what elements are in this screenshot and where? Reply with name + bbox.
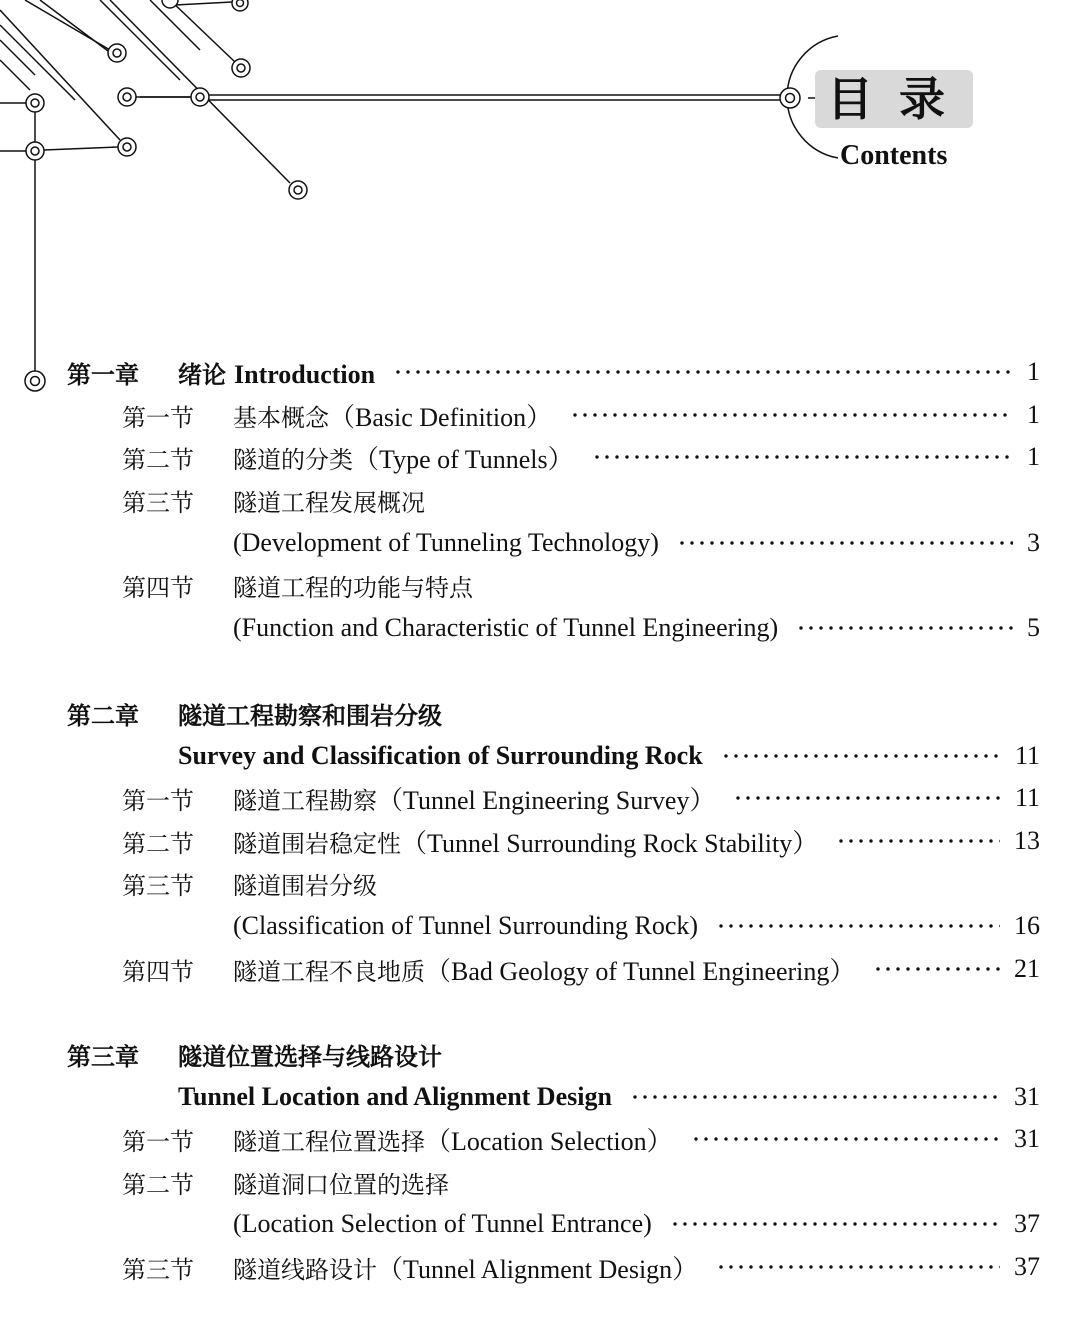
title-cn: 隧道围岩稳定性 — [233, 829, 401, 858]
leader-dots — [721, 739, 1001, 773]
toc-entry-title — [233, 528, 659, 558]
title-cn: 隧道的分类 — [233, 445, 353, 474]
toc-entry[interactable] — [0, 355, 1084, 389]
title-cn: 隧道工程勘察和围岩分级 — [178, 700, 442, 730]
toc-entry[interactable] — [0, 398, 1084, 432]
toc-entry[interactable] — [0, 1165, 1084, 1199]
title-cn: 隧道工程发展概况 — [233, 488, 425, 517]
toc-entry-title — [233, 439, 574, 476]
title-cn: 隧道位置选择与线路设计 — [178, 1041, 442, 1071]
toc-entry-title — [233, 397, 552, 434]
section-number: 第三节 — [122, 488, 194, 517]
title-en: （Basic Definition） — [329, 402, 553, 432]
leader-dots — [796, 611, 1013, 645]
toc-entry[interactable] — [0, 1037, 1084, 1071]
page-number: 16 — [1014, 911, 1040, 940]
toc-entry[interactable] — [0, 909, 1084, 943]
leader-dots — [393, 355, 1013, 389]
section-number: 第一节 — [122, 1127, 194, 1156]
toc-entry[interactable] — [0, 1250, 1084, 1284]
title-cn: 基本概念 — [233, 403, 329, 432]
title-en: Tunnel Location and Alignment Design — [178, 1082, 612, 1111]
section-number: 第二节 — [122, 1170, 194, 1199]
page-subtitle: Contents — [840, 140, 948, 171]
section-number: 第一节 — [122, 403, 194, 432]
toc-entry-title — [233, 483, 425, 518]
page-number: 37 — [1014, 1252, 1040, 1281]
title-cn: 绪论 — [178, 359, 226, 389]
toc-entry[interactable] — [0, 1207, 1084, 1241]
page-title: 目录 — [815, 70, 973, 128]
title-en: (Classification of Tunnel Surrounding Rock) — [233, 911, 699, 940]
page-number: 31 — [1014, 1124, 1040, 1153]
section-number: 第四节 — [122, 573, 194, 602]
toc-entry-title — [233, 951, 855, 988]
toc-entry[interactable] — [0, 696, 1084, 730]
toc-entry-title — [178, 1082, 612, 1112]
page-number: 37 — [1014, 1209, 1040, 1238]
title-cn: 隧道洞口位置的选择 — [233, 1170, 449, 1199]
title-en: (Location Selection of Tunnel Entrance) — [233, 1209, 652, 1238]
toc-entry-title — [233, 613, 778, 643]
toc-entry[interactable] — [0, 1122, 1084, 1156]
leader-dots — [716, 1250, 1000, 1284]
section-number: 第一节 — [122, 786, 194, 815]
page-number: 1 — [1027, 442, 1040, 471]
leader-dots — [677, 526, 1013, 560]
toc-entry-title — [178, 355, 375, 390]
toc-entry-title — [178, 696, 442, 731]
page-number: 11 — [1014, 783, 1040, 812]
leader-dots — [592, 440, 1013, 474]
chapter-number: 第二章 — [67, 700, 139, 730]
page-number: 31 — [1014, 1082, 1040, 1111]
title-en: (Function and Characteristic of Tunnel Engineering) — [233, 613, 779, 642]
toc-entry-title — [233, 1121, 673, 1158]
leader-dots — [733, 781, 1000, 815]
title-en: （Type of Tunnels） — [353, 444, 574, 474]
section-number: 第三节 — [122, 1255, 194, 1284]
title-en: (Development of Tunneling Technology) — [233, 528, 659, 557]
toc-entry-title — [178, 1037, 442, 1072]
title-en: （Tunnel Engineering Survey） — [377, 785, 716, 815]
leader-dots — [836, 824, 1000, 858]
title-cn: 隧道工程不良地质 — [233, 957, 425, 986]
toc-entry[interactable] — [0, 952, 1084, 986]
leader-dots — [570, 398, 1013, 432]
section-number: 第二节 — [122, 445, 194, 474]
toc-entry-title — [233, 568, 473, 603]
toc-entry[interactable] — [0, 781, 1084, 815]
page-number: 11 — [1014, 741, 1040, 770]
section-number: 第三节 — [122, 871, 194, 900]
toc-entry[interactable] — [0, 739, 1084, 773]
toc-entry-title — [178, 741, 703, 771]
title-en: （Bad Geology of Tunnel Engineering） — [425, 956, 856, 986]
page-number: 3 — [1027, 528, 1040, 557]
leader-dots — [716, 909, 1000, 943]
title-cn: 隧道工程的功能与特点 — [233, 573, 473, 602]
title-en: Introduction — [234, 359, 376, 389]
toc-entry[interactable] — [0, 1080, 1084, 1114]
title-en: Survey and Classification of Surrounding Rock — [178, 741, 703, 770]
title-cn: 隧道工程位置选择 — [233, 1127, 425, 1156]
leader-dots — [873, 952, 1000, 986]
chapter-number: 第三章 — [67, 1041, 139, 1071]
toc-entry-title — [233, 1165, 449, 1200]
toc-entry[interactable] — [0, 483, 1084, 517]
toc-entry-title — [233, 1209, 652, 1239]
toc-entry[interactable] — [0, 611, 1084, 645]
toc-entry-title — [233, 823, 818, 860]
page-number: 13 — [1014, 826, 1040, 855]
page-number: 1 — [1027, 400, 1040, 429]
toc-entry[interactable] — [0, 866, 1084, 900]
section-number: 第二节 — [122, 829, 194, 858]
page-number: 5 — [1027, 613, 1040, 642]
leader-dots — [630, 1080, 1000, 1114]
chapter-number: 第一章 — [67, 359, 139, 389]
page-number: 1 — [1027, 357, 1040, 386]
section-number: 第四节 — [122, 957, 194, 986]
title-en: （Location Selection） — [425, 1126, 673, 1156]
toc-entry[interactable] — [0, 440, 1084, 474]
toc-entry[interactable] — [0, 526, 1084, 560]
page-number: 21 — [1014, 954, 1040, 983]
toc-entry-title — [233, 780, 715, 817]
toc-entry-title — [233, 911, 698, 941]
title-cn: 隧道线路设计 — [233, 1255, 377, 1284]
toc-entry[interactable] — [0, 568, 1084, 602]
toc-entry[interactable] — [0, 824, 1084, 858]
title-en: （Tunnel Alignment Design） — [377, 1254, 699, 1284]
title-cn: 隧道围岩分级 — [233, 871, 377, 900]
toc-entry-title — [233, 866, 377, 901]
toc-entry-title — [233, 1249, 698, 1286]
leader-dots — [670, 1207, 1000, 1241]
leader-dots — [691, 1122, 1000, 1156]
title-cn: 隧道工程勘察 — [233, 786, 377, 815]
title-en: （Tunnel Surrounding Rock Stability） — [401, 828, 819, 858]
